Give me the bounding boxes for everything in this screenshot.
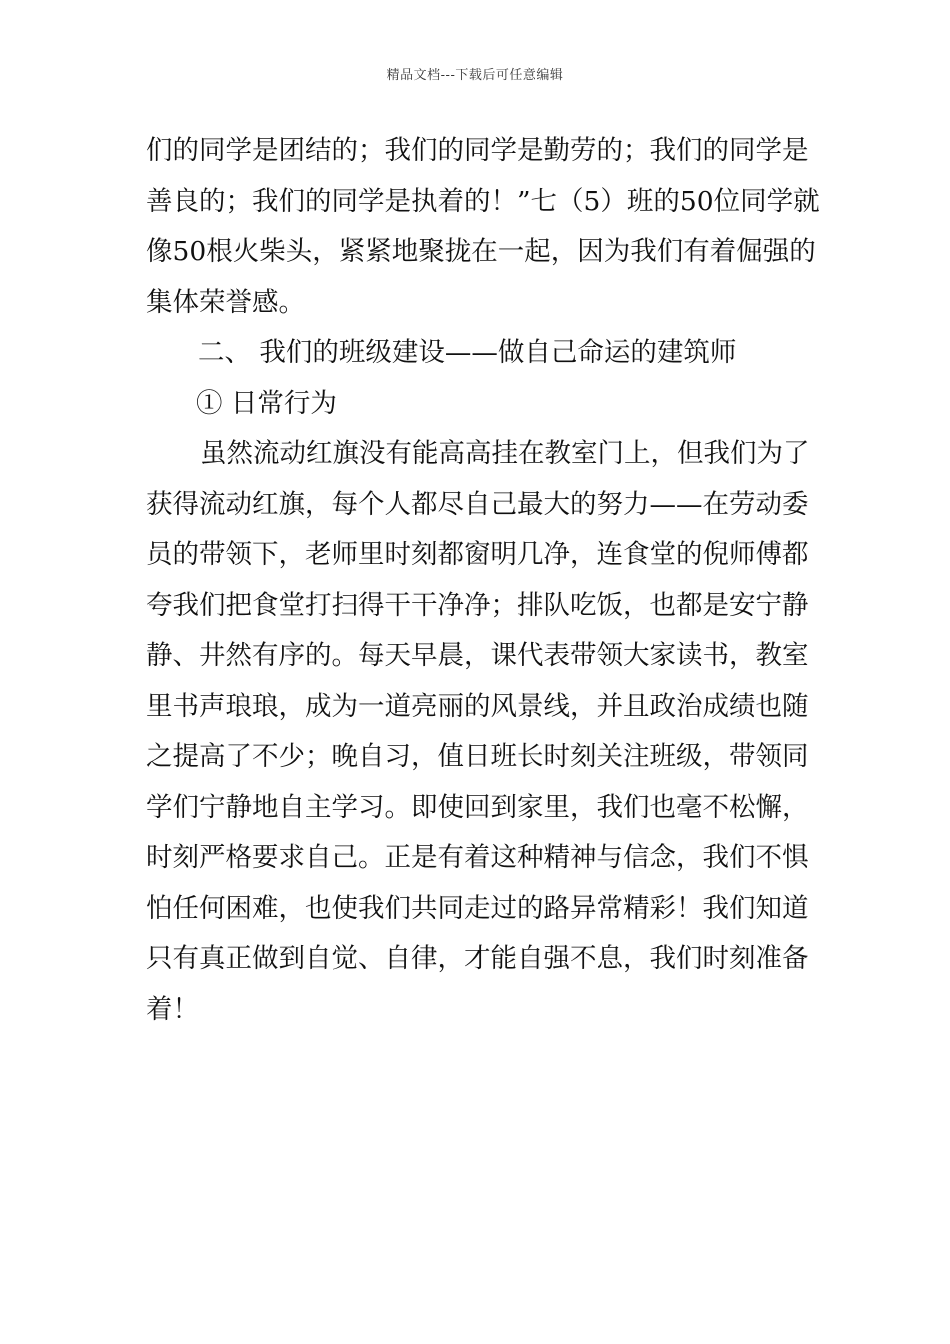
page-header: 精品文档---下载后可任意编辑	[386, 68, 564, 83]
subsection-heading: ① 日常行为	[196, 387, 337, 419]
paragraph-line: 之提高了不少；晚自习，值日班长时刻关注班级，带领同	[146, 741, 809, 772]
paragraph-line: 善良的；我们的同学是执着的！”七（5）班的50位同学就	[146, 185, 820, 217]
paragraph-line: 夸我们把食堂打扫得干干净净；排队吃饭，也都是安宁静	[146, 589, 809, 621]
paragraph-line: 集体荣誉感。	[146, 286, 305, 318]
paragraph-line: 里书声琅琅，成为一道亮丽的风景线，并且政治成绩也随	[146, 690, 809, 722]
paragraph-line: 们的同学是团结的；我们的同学是勤劳的；我们的同学是	[146, 135, 809, 166]
paragraph-line: 时刻严格要求自己。正是有着这种精神与信念，我们不惧	[146, 842, 809, 873]
paragraph-first-line: 虽然流动红旗没有能高高挂在教室门上，但我们为了	[200, 438, 810, 469]
paragraph-line: 只有真正做到自觉、自律，才能自强不息，我们时刻准备	[146, 943, 809, 974]
paragraph-line: 学们宁静地自主学习。即使回到家里，我们也毫不松懈，	[146, 791, 809, 823]
paragraph-line: 静、井然有序的。每天早晨，课代表带领大家读书，教室	[146, 640, 809, 671]
paragraph-line: 像50根火柴头，紧紧地聚拢在一起，因为我们有着倔强的	[146, 236, 816, 267]
section-heading: 二、 我们的班级建设——做自己命运的建筑师	[198, 337, 737, 368]
paragraph-line: 员的带领下，老师里时刻都窗明几净，连食堂的倪师傅都	[146, 539, 809, 570]
paragraph-line: 获得流动红旗，每个人都尽自己最大的努力——在劳动委	[146, 488, 809, 520]
paragraph-line: 怕任何困难，也使我们共同走过的路异常精彩！我们知道	[146, 892, 809, 924]
document-body	[146, 126, 820, 1035]
paragraph-line: 着！	[146, 993, 199, 1025]
